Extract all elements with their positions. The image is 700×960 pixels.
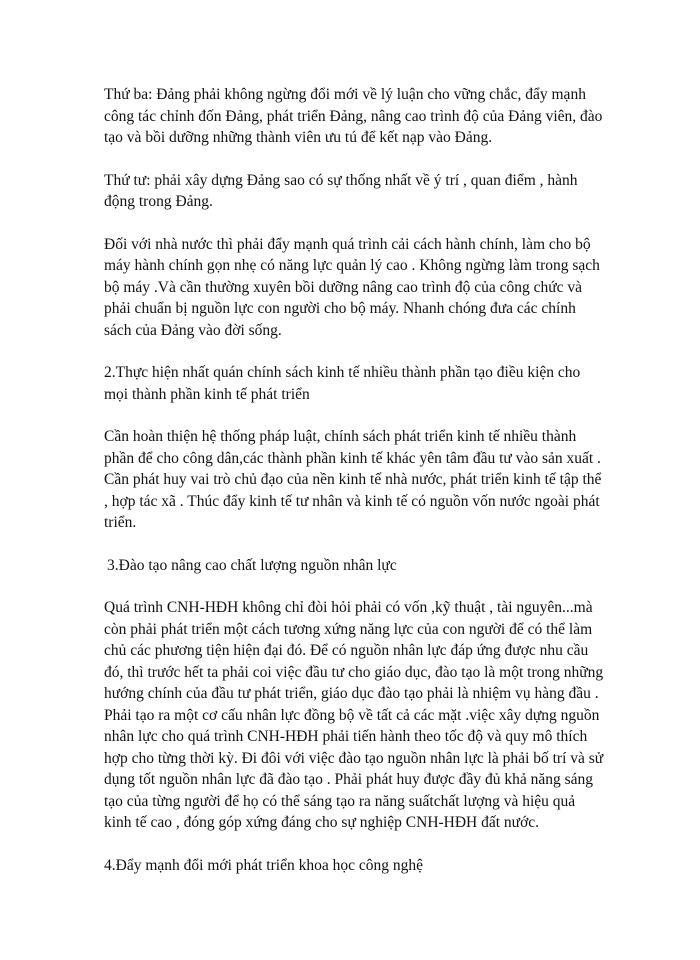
section-heading-3: 3.Đào tạo nâng cao chất lượng nguồn nhân lực <box>107 556 397 574</box>
section-heading-2: 2.Thực hiện nhất quán chính sách kinh tế nhiều thành phần tạo điều kiện cho mọi thành phần kinh tế phát triển <box>104 364 581 403</box>
document-body <box>104 84 604 897</box>
paragraph-nha-nuoc: Đối với nhà nước thì phải đẩy mạnh quá trình cải cách hành chính, làm cho bộ máy hành chính gọn nhẹ có năng lực quản lý cao . Không ngừng làm trong sạch bộ máy .Và cần thường xuyên bồi dưỡng nâng cao trình độ của công chức và phải chuẩn bị nguồn lực con người cho bộ máy. Nhanh chóng đưa các chính sách của Đảng vào đời sống. <box>104 235 600 339</box>
paragraph-phap-luat: Cần hoàn thiện hệ thống pháp luật, chính sách phát triển kinh tế nhiều thành phần để cho công dân,các thành phần kinh tế khác yên tâm đầu tư vào sản xuất . Cần phát huy vai trò chủ đạo của nền kinh tế nhà nước, phát triển kinh tế tập thể , hợp tác xã . Thúc đẩy kinh tế tư nhân và kinh tế có nguồn vốn nước ngoài phát triển. <box>104 428 602 531</box>
paragraph-thu-tu: Thứ tư: phải xây dựng Đảng sao có sự thống nhất về ý trí , quan điểm , hành động trong Đảng. <box>104 171 578 210</box>
section-heading-4: 4.Đẩy mạnh đổi mới phát triển khoa học công nghệ <box>104 856 423 874</box>
paragraph-cnh-hdh: Quá trình CNH-HĐH không chỉ đòi hỏi phải có vốn ,kỹ thuật , tài nguyên...mà còn phải phát triển một cách tương xứng năng lực của con người để có thể làm chủ các phương tiện hiện đại đó. Để có nguồn nhân lực đáp ứng được nhu cầu đó, thì trước hết ta phải coi việc đầu tư cho giáo dục, đào tạo là một trong những hướng chính của đầu tư phát triển, giáo dục đào tạo phải là nhiệm vụ hàng đầu . Phải tạo ra một cơ cấu nhân lực đồng bộ về tất cả các mặt .việc xây dựng nguồn nhân lực cho quá trình CNH-HĐH phải tiến hành theo tốc độ và quy mô thích hợp cho từng thời kỳ. Đi đôi với việc đào tạo nguồn nhân lực là phải bố trí và sử dụng tốt nguồn nhân lực đã đào tạo . Phải phát huy được đầy đủ khả năng sáng tạo của từng người để họ có thể sáng tạo ra năng suấtchất lượng và hiệu quả kinh tế cao , đóng góp xứng đáng cho sự nghiệp CNH-HĐH đất nước. <box>104 599 604 831</box>
paragraph-thu-ba: Thứ ba: Đảng phải không ngừng đổi mới về lý luận cho vững chắc, đẩy mạnh công tác chỉnh đốn Đảng, phát triển Đảng, nâng cao trình độ của Đảng viên, đào tạo và bồi dưỡng những thành viên ưu tú để kết nạp vào Đảng. <box>104 86 603 146</box>
